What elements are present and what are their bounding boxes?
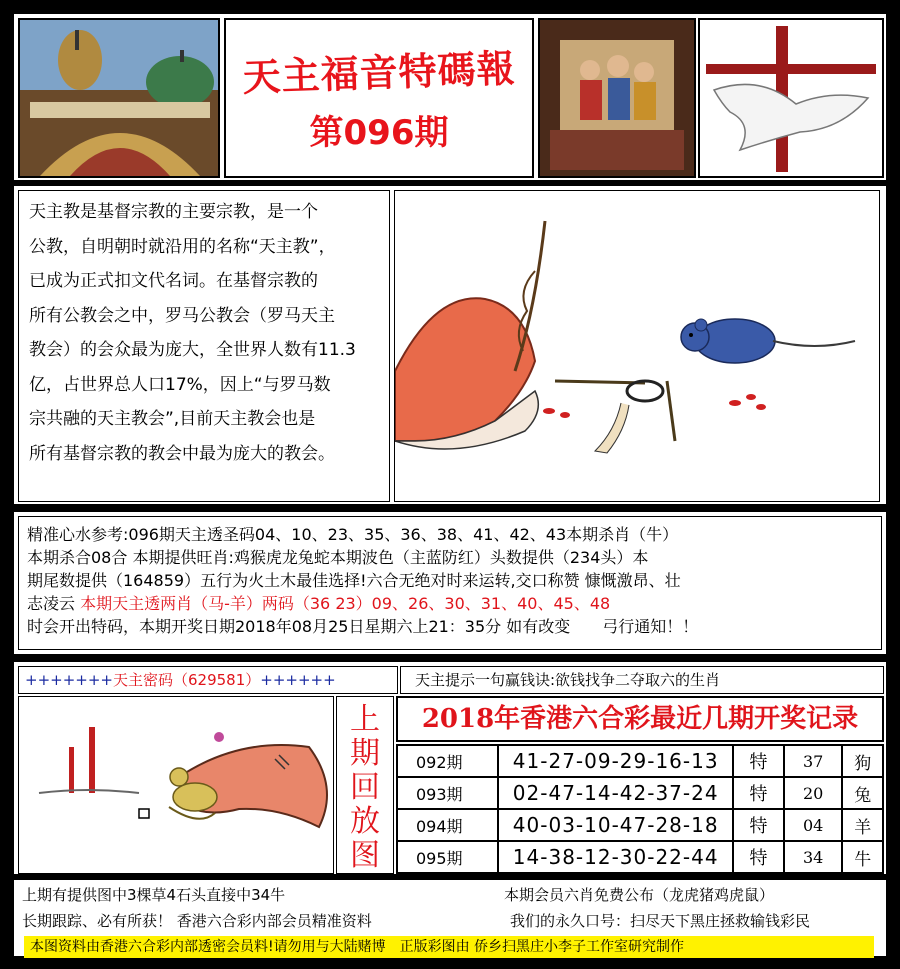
- article-line: 所有公教会之中，罗马公教会（罗马天主: [29, 305, 335, 326]
- last-supper-image: [538, 18, 696, 178]
- special-label: 特: [733, 745, 784, 777]
- footer-motto: 我们的永久口号：扫尽天下黑庄拯救输钱彩民: [510, 912, 811, 930]
- tip-text: 天主提示一句赢钱诀:欲钱找争二夺取六的生肖: [400, 666, 884, 694]
- cross-dove-icon: [700, 20, 882, 176]
- painting-icon: [540, 20, 694, 176]
- notes-text: 志凌云: [27, 594, 81, 613]
- replay-char: 回: [350, 770, 380, 805]
- replay-char: 放: [350, 804, 380, 839]
- zodiac-cell: 兔: [842, 777, 883, 809]
- highlight-prediction: 本期天主透两肖（马-羊）两码（36 23）09、26、30、31、40、45、48: [80, 594, 611, 613]
- prediction-notes: [18, 516, 882, 650]
- results-table: [396, 744, 884, 874]
- table-row: [397, 777, 883, 809]
- article-line: 已成为正式扣文代名词。在基督宗教的: [29, 271, 318, 291]
- secret-code: [18, 666, 398, 694]
- notes-line: 时会开出特码，本期开奖日期2018年08月25日星期六上21：35分 如有改变 弓行通知！！: [27, 617, 699, 636]
- footer-banner: 本图资料由香港六合彩内部透密会员料!请勿用与大陆赌博 正版彩图由 侨乡扫黑庄小李子工作室研究制作: [24, 936, 874, 958]
- numbers-cell: 02-47-14-42-37-24: [498, 777, 733, 809]
- code-label: 天主密码（629581）: [112, 671, 261, 689]
- code-prefix: +++++++: [25, 671, 113, 689]
- title-box: [224, 18, 534, 178]
- footer: [12, 878, 888, 958]
- footer-member-zodiac: 本期会员六肖免费公布（龙虎猪鸡虎鼠）: [504, 886, 775, 904]
- period-cell: 092期: [397, 745, 498, 777]
- table-row: [397, 841, 883, 873]
- results-title: 2018年香港六合彩最近几期开奖记录: [396, 696, 884, 742]
- cross-dove-image: [698, 18, 884, 178]
- numbers-cell: 14-38-12-30-22-44: [498, 841, 733, 873]
- notes-line: [27, 592, 873, 615]
- period-cell: 094期: [397, 809, 498, 841]
- notes-section: [12, 510, 888, 656]
- cat-illustration: [18, 696, 334, 874]
- zodiac-cell: 狗: [842, 745, 883, 777]
- period-cell: 093期: [397, 777, 498, 809]
- numbers-cell: 41-27-09-29-16-13: [498, 745, 733, 777]
- table-row: [397, 809, 883, 841]
- article-line: 宗共融的天主教会”,目前天主教会也是: [29, 409, 316, 429]
- results-section: [12, 660, 888, 876]
- footer-hint: 上期有提供图中3棵草4石头直接中34牛: [22, 886, 286, 904]
- rat-illustration: [394, 190, 880, 502]
- article-line: 天主教是基督宗教的主要宗教，是一个: [29, 202, 318, 222]
- replay-char: 图: [350, 838, 380, 873]
- article-line: 教会）的会众最为庞大，全世界人数有11.3: [29, 340, 356, 360]
- rat-scene-icon: [395, 191, 879, 501]
- special-label: 特: [733, 841, 784, 873]
- special-number: 20: [784, 777, 843, 809]
- issue-number: 第096期: [309, 113, 449, 153]
- special-label: 特: [733, 777, 784, 809]
- last-issue-replay: [336, 696, 394, 874]
- notes-line: 期尾数提供（164859）五行为火土木最佳选择!六合无绝对时来运转,交口称赞 慷慨激昂、壮: [27, 571, 681, 590]
- article-text: [18, 190, 390, 502]
- article-line: 公教，自明朝时就沿用的名称“天主教”，: [29, 236, 336, 257]
- special-label: 特: [733, 809, 784, 841]
- zodiac-cell: 牛: [842, 841, 883, 873]
- table-row: [397, 745, 883, 777]
- cathedral-image: [18, 18, 220, 178]
- page-title: 天主福音特碼報: [241, 46, 517, 100]
- notes-line: 精准心水参考:096期天主透圣码04、10、23、35、36、38、41、42、43本期杀肖（牛）: [27, 525, 679, 544]
- footer-slogan: 长期跟踪、必有所获！ 香港六合彩内部会员精准资料: [22, 912, 372, 930]
- period-cell: 095期: [397, 841, 498, 873]
- special-number: 04: [784, 809, 843, 841]
- special-number: 34: [784, 841, 843, 873]
- notes-line: 本期杀合08合 本期提供旺肖:鸡猴虎龙兔蛇本期波色（主蓝防红）头数提供（234头）本: [27, 548, 649, 567]
- replay-char: 期: [350, 736, 380, 771]
- cat-scene-icon: [19, 697, 333, 873]
- replay-char: 上: [350, 702, 380, 737]
- cathedral-icon: [20, 20, 218, 176]
- code-suffix: ++++++: [260, 671, 336, 689]
- article-line: 所有基督宗教的教会中最为庞大的教会。: [29, 443, 335, 464]
- article-line: 亿，占世界总人口17%，因上“与罗马数: [29, 374, 331, 395]
- numbers-cell: 40-03-10-47-28-18: [498, 809, 733, 841]
- header: [12, 12, 888, 182]
- article-section: [12, 184, 888, 506]
- zodiac-cell: 羊: [842, 809, 883, 841]
- special-number: 37: [784, 745, 843, 777]
